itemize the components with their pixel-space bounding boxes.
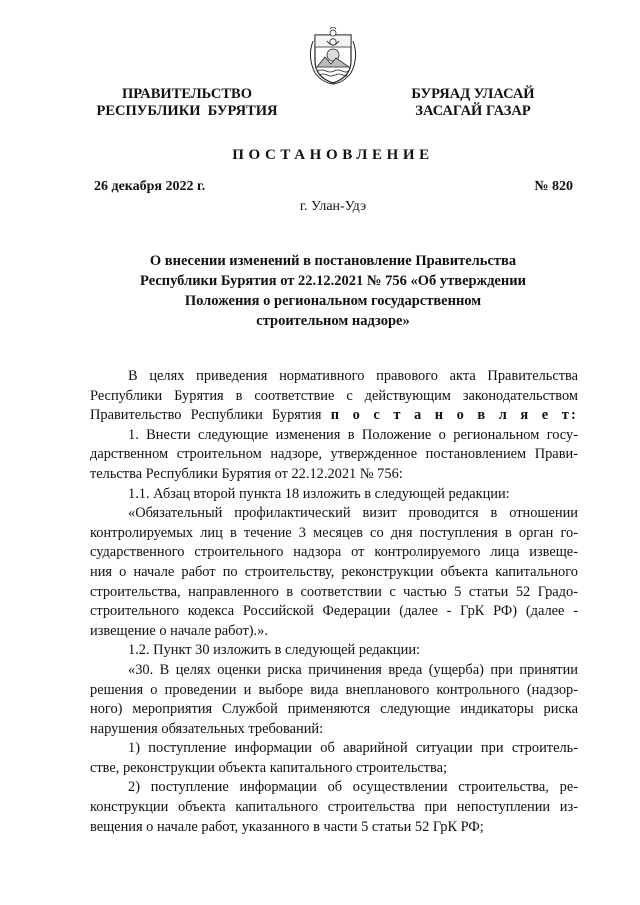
document-type-heading: ПОСТАНОВЛЕНИЕ — [232, 147, 434, 163]
body-line: сударственного строительного надзора от контролируемого лица извеще- — [90, 544, 578, 561]
body-line: нарушения обязательных требований: — [90, 720, 324, 737]
body-line: 1. Внести следующие изменения в Положение о региональном госу- — [128, 426, 578, 443]
body-line: ного) мероприятия Службой применяются следующие индикаторы риска — [90, 701, 578, 718]
body-line: 1) поступление информации об аварийной ситуации при строитель- — [128, 740, 578, 757]
document-title-line: Положения о региональном государственном — [184, 293, 482, 309]
body-line: «Обязательный профилактический визит проводится в отношении — [128, 505, 578, 522]
body-line: дарственном строительном надзоре, утвержденное постановлением Прави- — [90, 446, 578, 463]
coat-of-arms-icon — [303, 27, 363, 87]
government-name-line: ПРАВИТЕЛЬСТВО — [122, 86, 252, 102]
body-line: стве, реконструкции объекта капитального строительства; — [90, 759, 448, 776]
body-line: В целях приведения нормативного правового акта Правительства — [128, 368, 578, 384]
body-line: тельства Республики Бурятия от 22.12.2021 № 756: — [90, 465, 403, 482]
document-number: № 820 — [534, 179, 573, 194]
document-title — [100, 251, 566, 331]
body-line: «30. В целях оценки риска причинения вреда (ущерба) при принятии — [128, 661, 578, 678]
body-line: 1.1. Абзац второй пункта 18 изложить в следующей редакции: — [128, 485, 510, 502]
body-line-text: Правительство Республики Бурятия — [90, 407, 331, 424]
body-line: извещение о начале работ).». — [90, 622, 268, 639]
government-name-line: РЕСПУБЛИКИ БУРЯТИЯ — [96, 103, 278, 119]
decree-word: п о с т а н о в л я е т: — [330, 407, 578, 424]
document-date: 26 декабря 2022 г. — [94, 179, 206, 194]
document-city: г. Улан-Удэ — [299, 199, 367, 214]
body-line: контролируемых лиц в течение 3 месяцев со дня поступления в орган го- — [90, 524, 578, 541]
document-body — [90, 367, 578, 837]
document-title-line: Республики Бурятия от 22.12.2021 № 756 «Об утверждении — [140, 273, 526, 289]
government-name-russian — [82, 86, 292, 120]
body-line: вещения о начале работ, указанного в части 5 статьи 52 ГрК РФ; — [90, 818, 484, 835]
body-line: ния о начале работ по строительству, реконструкции объекта капитального — [90, 563, 578, 580]
body-line: строительства, направленного в соответствии с частью 5 статьи 52 Градо- — [90, 583, 578, 600]
body-line: строительного кодекса Российской Федерации (далее - ГрК РФ) (далее - — [90, 603, 578, 620]
body-line: решения о проведении и выборе вида внепланового контрольного (надзор- — [90, 681, 578, 698]
government-name-line: ЗАСАГАЙ ГАЗАР — [415, 103, 531, 119]
body-line: 1.2. Пункт 30 изложить в следующей редакции: — [128, 642, 421, 659]
document-title-line: О внесении изменений в постановление Правительства — [149, 253, 517, 269]
government-name-line: БУРЯАД УЛАСАЙ — [411, 86, 535, 102]
government-name-buryat — [388, 86, 558, 120]
document-title-line: строительном надзоре» — [256, 313, 410, 329]
body-line — [90, 406, 578, 426]
body-line: 2) поступление информации об осуществлении строительства, ре- — [128, 779, 578, 796]
body-line: конструкции объекта капитального строительства при непоступлении из- — [90, 799, 578, 816]
body-line: Республики Бурятия в соответствие с действующим законодательством — [90, 387, 578, 404]
